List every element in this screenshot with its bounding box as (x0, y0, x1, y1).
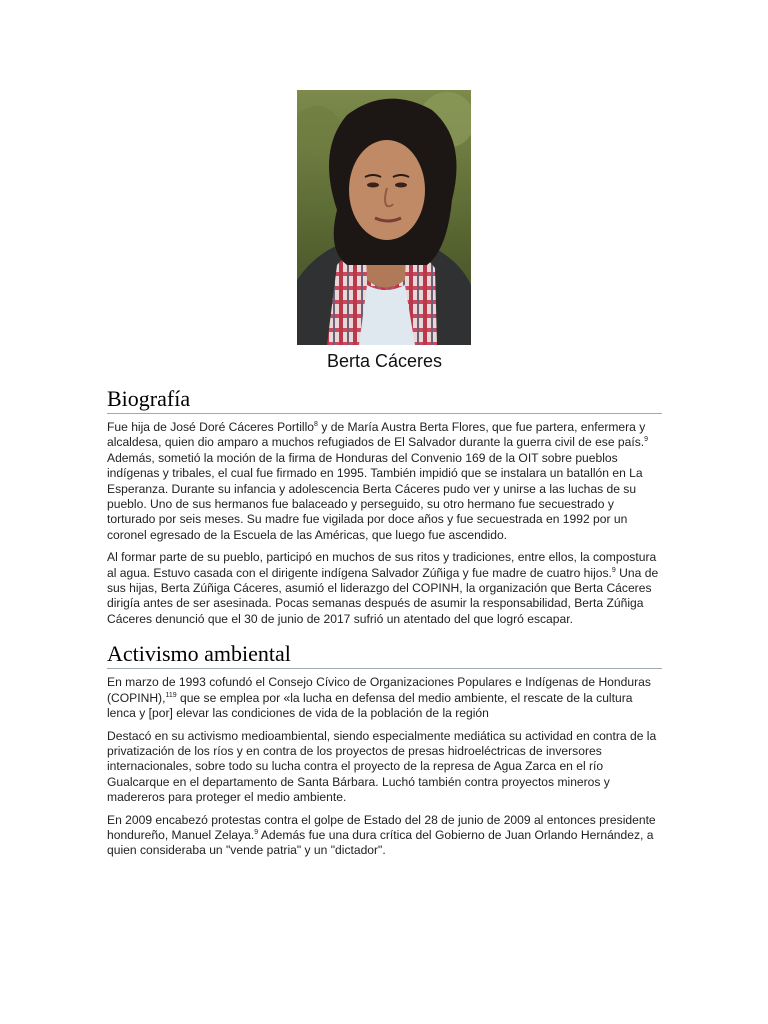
article (107, 90, 662, 866)
reference-superscript[interactable]: 9 (254, 828, 259, 836)
text-run: Además, sometió la moción de la firma de Honduras del Convenio 169 de la OIT sobre pueblos indígenas y tribales, el cual fue firmado en 1995. También impidió que se instalara un batallón en La Esperanza. Durante su infancia y adolescencia Berta Cáceres pudo ver y unirse a las luchas de su pueblo. Uno de sus hermanos fue balaceado y perseguido, su otro hermano fue secuestrado y torturado por seis meses. Su madre fue vigilada por doce años y fue secuestrada en 1992 por un coronel egresado de la Escuela de las Américas, que luego fue ascendido. (107, 450, 643, 542)
paragraph (107, 550, 662, 627)
text-run: Destacó en su activismo medioambiental, siendo especialmente mediática su actividad en contra de la privatización de los ríos y en contra de los proyectos de presas hidroeléctricas de inversores internacionales, sobre todo su lucha contra el proyecto de la represa de Agua Zarca en el río Gualcarque en el departamento de Santa Bárbara. Luchó también contra proyectos mineros y madereros para proteger el medio ambiente. (107, 728, 657, 805)
text-run: Al formar parte de su pueblo, participó en muchos de sus ritos y tradiciones, entre ellos, la compostura al agua. Estuvo casada con el dirigente indígena Salvador Zúñiga y fue madre de cuatro hijos. (107, 550, 657, 580)
reference-superscript[interactable]: 8 (314, 421, 318, 428)
text-run: y de María Austra Berta Flores, que fue partera, enfermera y alcaldesa, quien dio amparo a muchos refugiados de El Salvador durante la guerra civil de ese país. (107, 420, 646, 450)
reference-superscript[interactable]: 9 (611, 566, 616, 574)
text-run: Fue hija de José Doré Cáceres Portillo (107, 420, 315, 434)
text-run: En marzo de 1993 cofundó el Consejo Cívico de Organizaciones Populares e Indígenas de Honduras (COPINH), (107, 675, 651, 705)
portrait-caption: Berta Cáceres (326, 351, 443, 371)
text-run: En 2009 encabezó protestas contra el golpe de Estado del 28 de junio de 2009 al entonces presidente hondureño, Manuel Zelaya. (107, 812, 656, 842)
paragraph (107, 729, 662, 806)
paragraph (107, 813, 662, 859)
section-heading-activismo-ambiental: Activismo ambiental (107, 641, 662, 669)
text-run: Además fue una dura crítica del Gobierno de Juan Orlando Hernández, a quien consideraba un "vende patria" y un "dictador". (107, 827, 654, 858)
text-run: que se emplea por «la lucha en defensa del medio ambiente, el rescate de la cultura lenca y [por] elevar las condiciones de vida de la población de la región (107, 690, 633, 721)
reference-superscript[interactable]: 9 (644, 436, 649, 444)
paragraph (107, 675, 662, 721)
portrait-illustration (297, 90, 471, 345)
section-heading-biografia: Biografía (107, 386, 662, 414)
text-run: Una de sus hijas, Berta Zúñiga Cáceres, asumió el liderazgo del COPINH, la organización que Berta Cáceres dirigía antes de ser asesinada. Pocas semanas después de asumir la responsabilidad, Berta Zúñiga Cáceres denunció que el 30 de junio de 2017 sufrió un atentado del que logró escapar. (107, 565, 659, 626)
portrait-image (297, 90, 471, 345)
reference-superscript[interactable]: 119 (165, 691, 177, 699)
paragraph (107, 420, 662, 543)
